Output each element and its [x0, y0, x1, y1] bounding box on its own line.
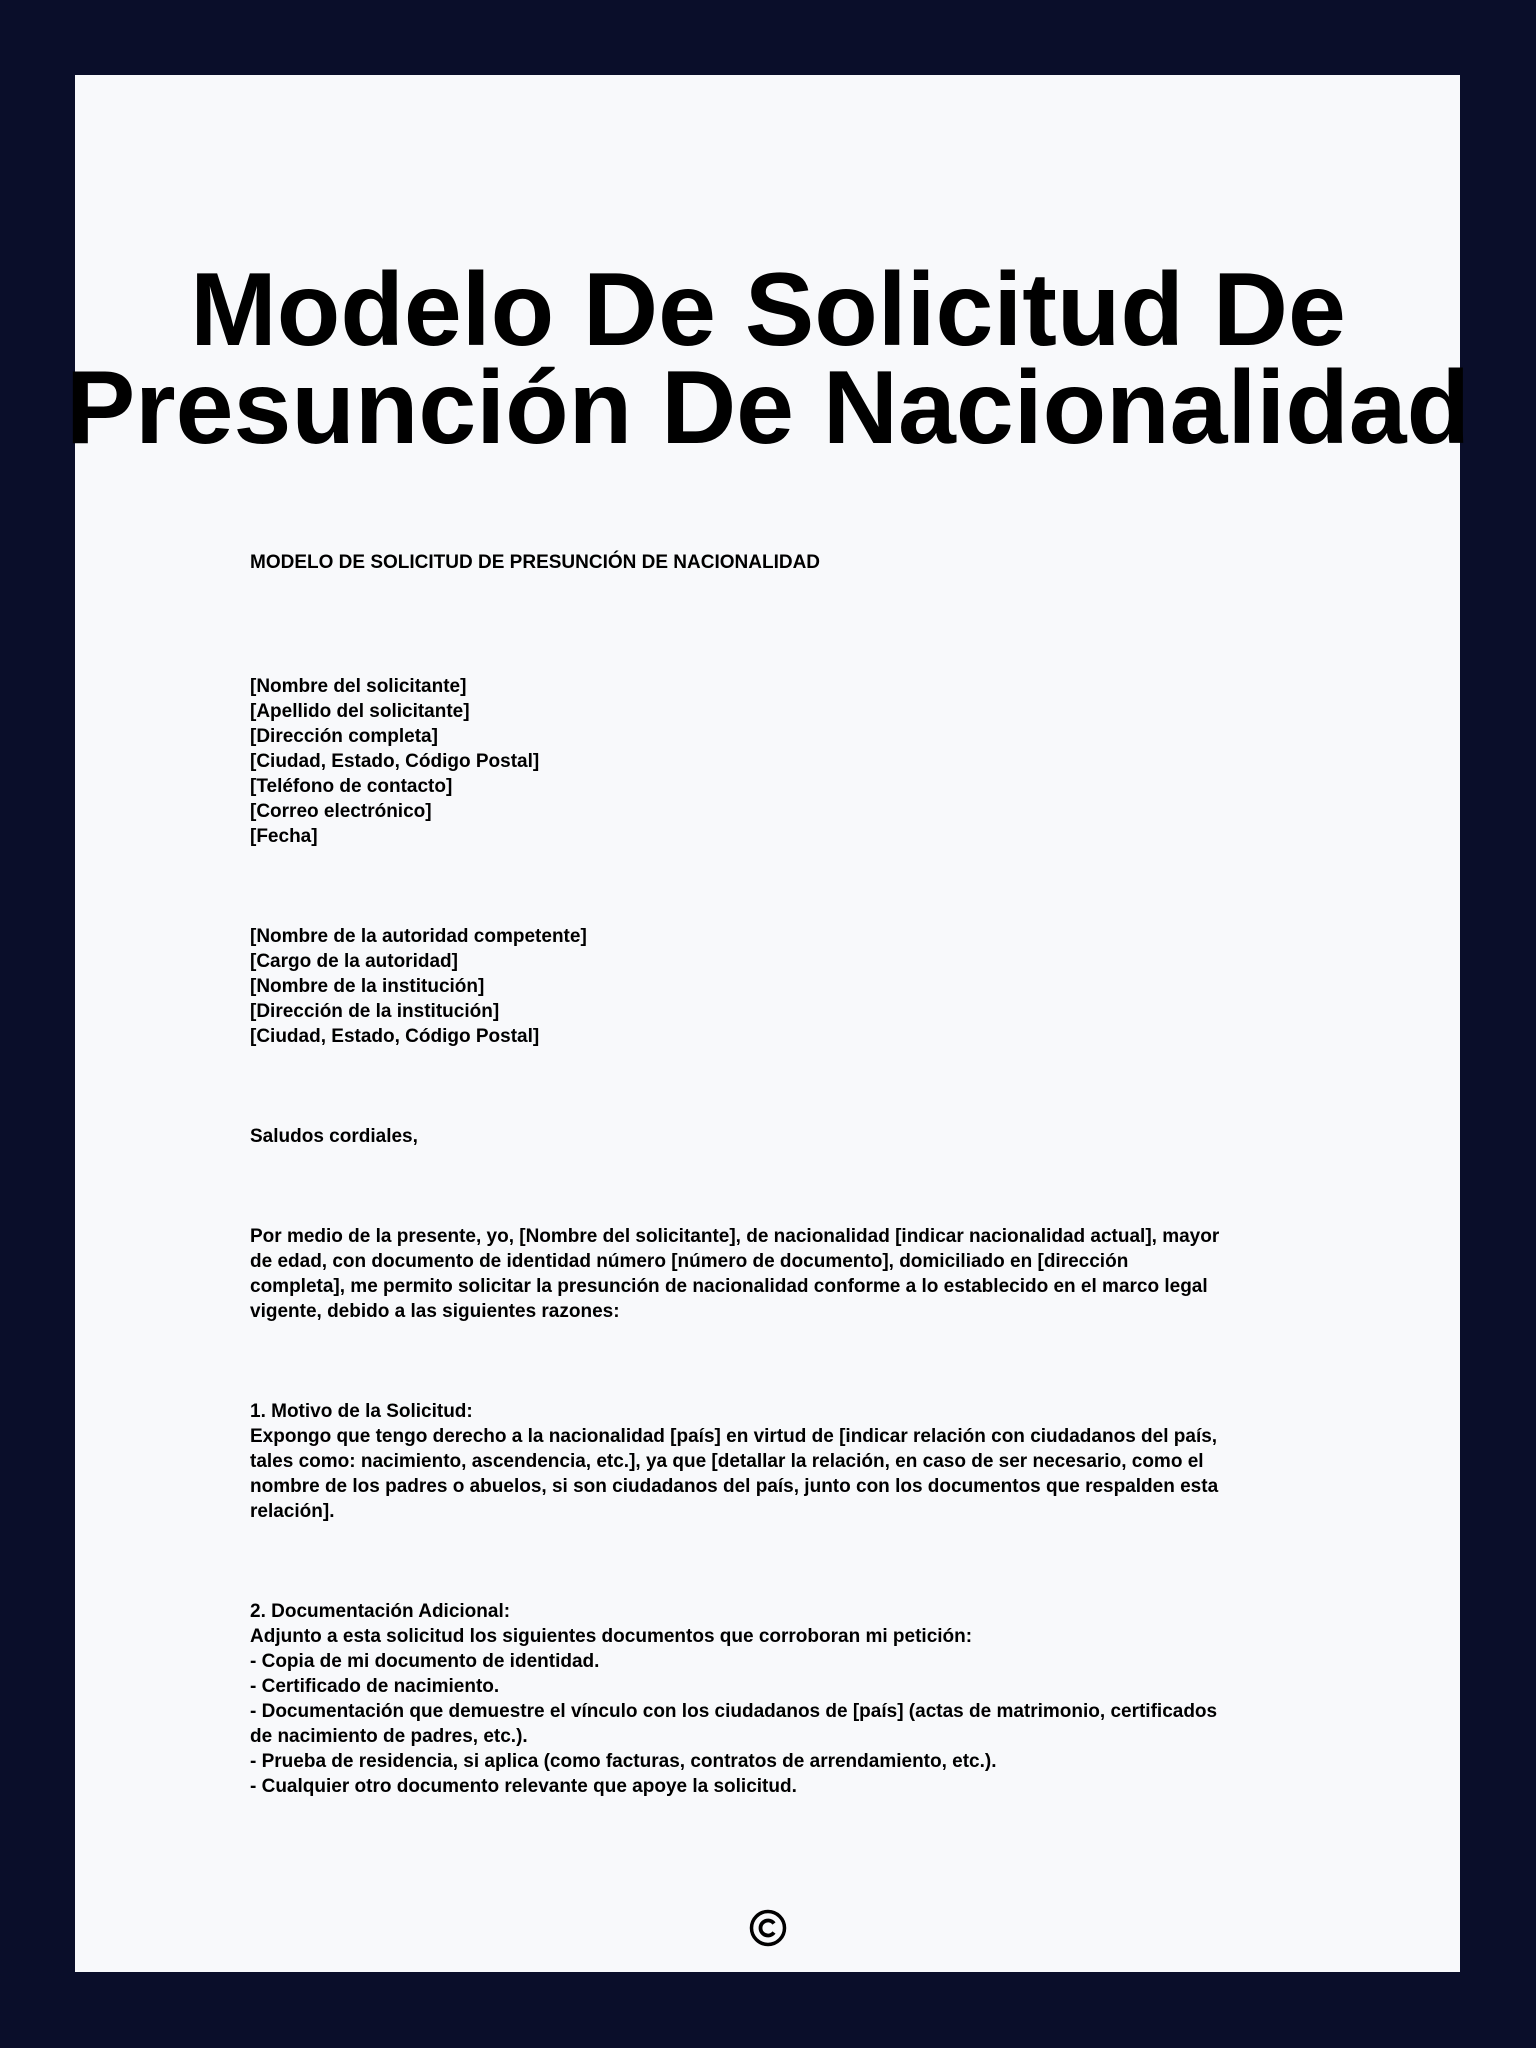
applicant-block: [250, 674, 1310, 849]
applicant-line: [Fecha]: [250, 826, 318, 847]
greeting: [250, 1124, 1310, 1149]
authority-line: [Dirección de la institución]: [250, 1001, 500, 1022]
intro-line: Por medio de la presente, yo, [Nombre del solicitante], de nacionalidad [indicar nacionalidad actual], mayor: [250, 1226, 1220, 1247]
section1-line: nombre de los padres o abuelos, si son ciudadanos del país, junto con los documentos que respalden esta: [250, 1476, 1219, 1497]
intro-line: completa], me permito solicitar la presunción de nacionalidad conforme a lo establecido en el marco legal: [250, 1276, 1208, 1297]
greeting-text: Saludos cordiales,: [250, 1126, 418, 1147]
section1-line: relación].: [250, 1501, 335, 1522]
authority-line: [Nombre de la autoridad competente]: [250, 926, 587, 947]
applicant-line: [Ciudad, Estado, Código Postal]: [250, 751, 540, 772]
section2-line: - Prueba de residencia, si aplica (como facturas, contratos de arrendamiento, etc.).: [250, 1751, 997, 1772]
section2-line: - Cualquier otro documento relevante que apoye la solicitud.: [250, 1776, 797, 1797]
section-documentacion: [250, 1599, 1310, 1799]
authority-line: [Cargo de la autoridad]: [250, 951, 458, 972]
intro-line: de edad, con documento de identidad número [número de documento], domiciliado en [dirección: [250, 1251, 1129, 1272]
section2-line: 2. Documentación Adicional:: [250, 1601, 511, 1622]
applicant-line: [Teléfono de contacto]: [250, 776, 453, 797]
authority-block: [250, 924, 1310, 1049]
section1-line: tales como: nacimiento, ascendencia, etc.], ya que [detallar la relación, en caso de ser necesario, como el: [250, 1451, 1204, 1472]
letter-heading: [250, 550, 1310, 575]
copyright-icon: [748, 1908, 788, 1948]
section1-line: 1. Motivo de la Solicitud:: [250, 1401, 473, 1422]
applicant-line: [Nombre del solicitante]: [250, 676, 467, 697]
intro-paragraph: [250, 1224, 1310, 1324]
section2-line: de nacimiento de padres, etc.).: [250, 1726, 528, 1747]
document-title-line-2: Presunción De Nacionalidad: [65, 350, 1471, 466]
authority-line: [Ciudad, Estado, Código Postal]: [250, 1026, 540, 1047]
section-motivo: [250, 1399, 1310, 1524]
section2-line: Adjunto a esta solicitud los siguientes documentos que corroboran mi petición:: [250, 1626, 973, 1647]
authority-line: [Nombre de la institución]: [250, 976, 485, 997]
section2-line: - Certificado de nacimiento.: [250, 1676, 500, 1697]
heading-text: MODELO DE SOLICITUD DE PRESUNCIÓN DE NACIONALIDAD: [250, 552, 821, 573]
applicant-line: [Correo electrónico]: [250, 801, 432, 822]
applicant-line: [Dirección completa]: [250, 726, 438, 747]
intro-line: vigente, debido a las siguientes razones:: [250, 1301, 620, 1322]
section2-line: - Documentación que demuestre el vínculo con los ciudadanos de [país] (actas de matrimonio, certificados: [250, 1701, 1218, 1722]
section2-line: - Copia de mi documento de identidad.: [250, 1651, 600, 1672]
applicant-line: [Apellido del solicitante]: [250, 701, 470, 722]
document-title-line-1: Modelo De Solicitud De: [190, 252, 1346, 368]
section1-line: Expongo que tengo derecho a la nacionalidad [país] en virtud de [indicar relación con ciudadanos del país,: [250, 1426, 1218, 1447]
